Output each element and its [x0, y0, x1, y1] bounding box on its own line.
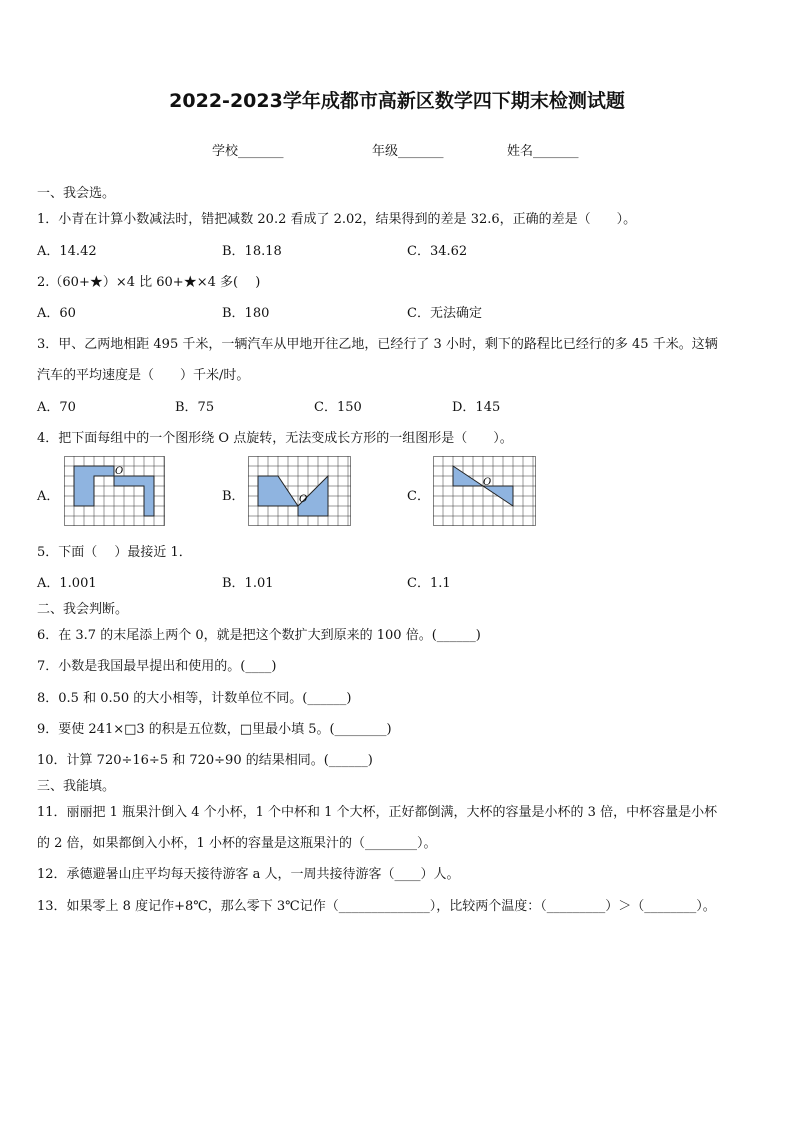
question-1-option-a: A．14.42	[37, 244, 97, 259]
section-heading-judge: 二、我会判断。	[37, 602, 129, 617]
question-4-option-c: C．	[407, 489, 430, 504]
question-1-option-c: C．34.62	[407, 244, 468, 259]
question-3-stem-line2: 汽车的平均速度是（ ）千米/时。	[37, 368, 250, 383]
question-4-figure-b	[248, 456, 351, 526]
question-4-figure-c	[433, 456, 536, 526]
question-2-option-c: C．无法确定	[407, 306, 482, 321]
question-3-stem-line1: 3．甲、乙两地相距 495 千米，一辆汽车从甲地开往乙地，已经行了 3 小时，剩下的路程比已经行的多 45 千米。这辆	[37, 337, 718, 352]
school-field: 学校_______	[212, 144, 284, 159]
grade-field: 年级_______	[372, 144, 444, 159]
question-2-option-b: B．180	[222, 306, 270, 321]
question-2-option-a: A．60	[37, 306, 76, 321]
question-5-option-b: B．1.01	[222, 576, 274, 591]
question-3-option-d: D．145	[452, 400, 501, 415]
question-10: 10．计算 720÷16÷5 和 720÷90 的结果相同。(______)	[37, 753, 373, 768]
question-5-option-c: C．1.1	[407, 576, 451, 591]
page-title: 2022-2023学年成都市高新区数学四下期末检测试题	[169, 90, 625, 112]
question-9: 9．要使 241×□3 的积是五位数，□里最小填 5。(________)	[37, 722, 392, 737]
question-1-option-b: B．18.18	[222, 244, 282, 259]
question-7: 7．小数是我国最早提出和使用的。(____)	[37, 659, 277, 674]
question-12: 12．承德避暑山庄平均每天接待游客 a 人，一周共接待游客（____）人。	[37, 867, 460, 882]
section-heading-choose: 一、我会选。	[37, 186, 116, 201]
question-13: 13．如果零上 8 度记作+8℃，那么零下 3℃记作（______________），比较两个温度：（_________）＞（________）。	[37, 899, 716, 914]
rotation-center-label: O	[483, 477, 492, 488]
question-3-option-b: B．75	[175, 400, 215, 415]
question-4-stem: 4．把下面每组中的一个图形绕 O 点旋转，无法变成长方形的一组图形是（ ）。	[37, 431, 513, 446]
question-5-stem: 5．下面（ ）最接近 1．	[37, 545, 192, 560]
question-4-option-a: A．	[37, 489, 60, 504]
question-1-stem: 1．小青在计算小数减法时，错把减数 20.2 看成了 2.02，结果得到的差是 32.6，正确的差是（ ）。	[37, 212, 637, 227]
question-11-line2: 的 2 倍，如果都倒入小杯，1 小杯的容量是这瓶果汁的（________）。	[37, 836, 437, 851]
question-3-option-a: A．70	[37, 400, 76, 415]
name-field: 姓名_______	[507, 144, 579, 159]
question-3-option-c: C．150	[314, 400, 362, 415]
question-2-stem: 2.（60+★）×4 比 60+★×4 多( )	[37, 275, 261, 290]
question-4-option-b: B．	[222, 489, 245, 504]
question-8: 8．0.5 和 0.50 的大小相等，计数单位不同。(______)	[37, 691, 352, 706]
rotation-center-label: O	[115, 466, 124, 477]
section-heading-fill: 三、我能填。	[37, 779, 116, 794]
question-6: 6．在 3.7 的末尾添上两个 0，就是把这个数扩大到原来的 100 倍。(______)	[37, 628, 481, 643]
figure-b-left-shape	[258, 476, 298, 506]
rotation-center-label: O	[299, 494, 308, 505]
question-4-figure-a	[64, 456, 165, 526]
question-11-line1: 11．丽丽把 1 瓶果汁倒入 4 个小杯，1 个中杯和 1 个大杯，正好都倒满，大杯的容量是小杯的 3 倍，中杯容量是小杯	[37, 805, 718, 820]
question-5-option-a: A．1.001	[37, 576, 97, 591]
